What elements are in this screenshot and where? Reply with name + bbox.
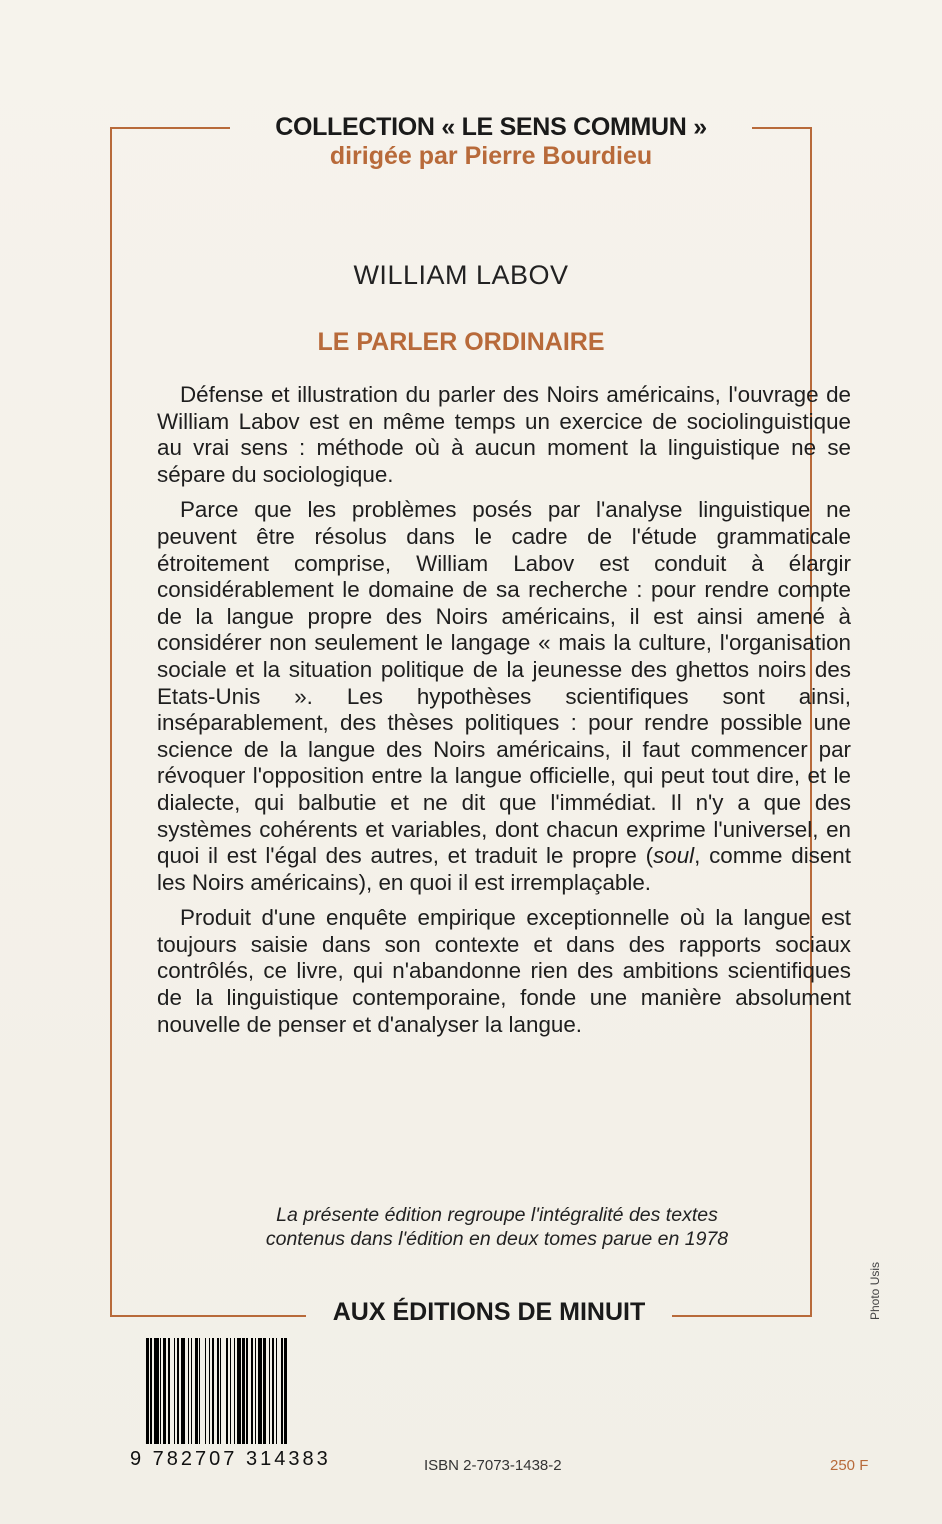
frame-bottom-left-line [110, 1315, 306, 1317]
edition-note-line: La présente édition regroupe l'intégralité des textes [276, 1204, 718, 1226]
price: 250 F [830, 1457, 869, 1474]
publisher-name: AUX ÉDITIONS DE MINUIT [332, 1298, 646, 1326]
barcode-bars [146, 1338, 330, 1444]
frame-bottom-right-line [672, 1315, 812, 1317]
frame-top-right-line [752, 127, 812, 129]
blurb-paragraph: Parce que les problèmes posés par l'analyse linguistique ne peuvent être résolus dans le cadre de l'étude grammaticale étroitement comprise, William Labov est conduit à élargir considérablement le domaine de sa recherche : pour rendre compte de la langue propre des Noirs américains, il est ainsi amené à considérer non seulement le langage « mais la culture, l'organisation sociale et la situation politique de la jeunesse des ghettos noirs des Etats-Unis ». Les hypothèses scientifiques sont ainsi, inséparablement, des thèses politiques : pour rendre possible une science de la langue des Noirs américains, il faut commencer par révoquer l'opposition entre la langue officielle, qui peut tout dire, et le dialecte, qui balbutie et ne dit que l'immédiat. Il n'y a que des systèmes cohérents et variables, dont chacun exprime l'universel, en quoi il est l'égal des autres, et traduit le propre (soul, comme disent les Noirs américains), en quoi il est irremplaçable. [157, 497, 851, 895]
blurb-paragraph: Défense et illustration du parler des Noirs américains, l'ouvrage de William Labov est en même temps un exercice de sociolinguistique au vrai sens : méthode où à aucun moment la linguistique ne se sépare du sociologique. [157, 382, 851, 487]
barcode-bar [287, 1338, 288, 1444]
frame-left-line [110, 127, 112, 1317]
author-name: WILLIAM LABOV [353, 260, 569, 290]
edition-note-line: contenus dans l'édition en deux tomes parue en 1978 [265, 1228, 729, 1250]
barcode-number: 9 782707 314383 [130, 1448, 331, 1470]
series-director: dirigée par Pierre Bourdieu [329, 142, 653, 170]
frame-top-left-line [110, 127, 230, 129]
edition-note [112, 1203, 882, 1251]
series-heading [230, 112, 752, 170]
isbn: ISBN 2-7073-1438-2 [424, 1457, 562, 1474]
blurb-paragraph: Produit d'une enquête empirique exceptionnelle où la langue est toujours saisie dans son contexte et dans des rapports sociaux contrôlés, ce livre, qui n'abandonne rien des ambitions scientifiques de la linguistique contemporaine, fonde une manière absolument nouvelle de penser et d'analyser la langue. [157, 905, 851, 1037]
photo-credit: Photo Usis [868, 1261, 882, 1320]
series-title: COLLECTION « LE SENS COMMUN » [275, 113, 707, 141]
barcode [130, 1338, 330, 1478]
book-title: LE PARLER ORDINAIRE [317, 328, 605, 356]
blurb-text [157, 382, 851, 1047]
